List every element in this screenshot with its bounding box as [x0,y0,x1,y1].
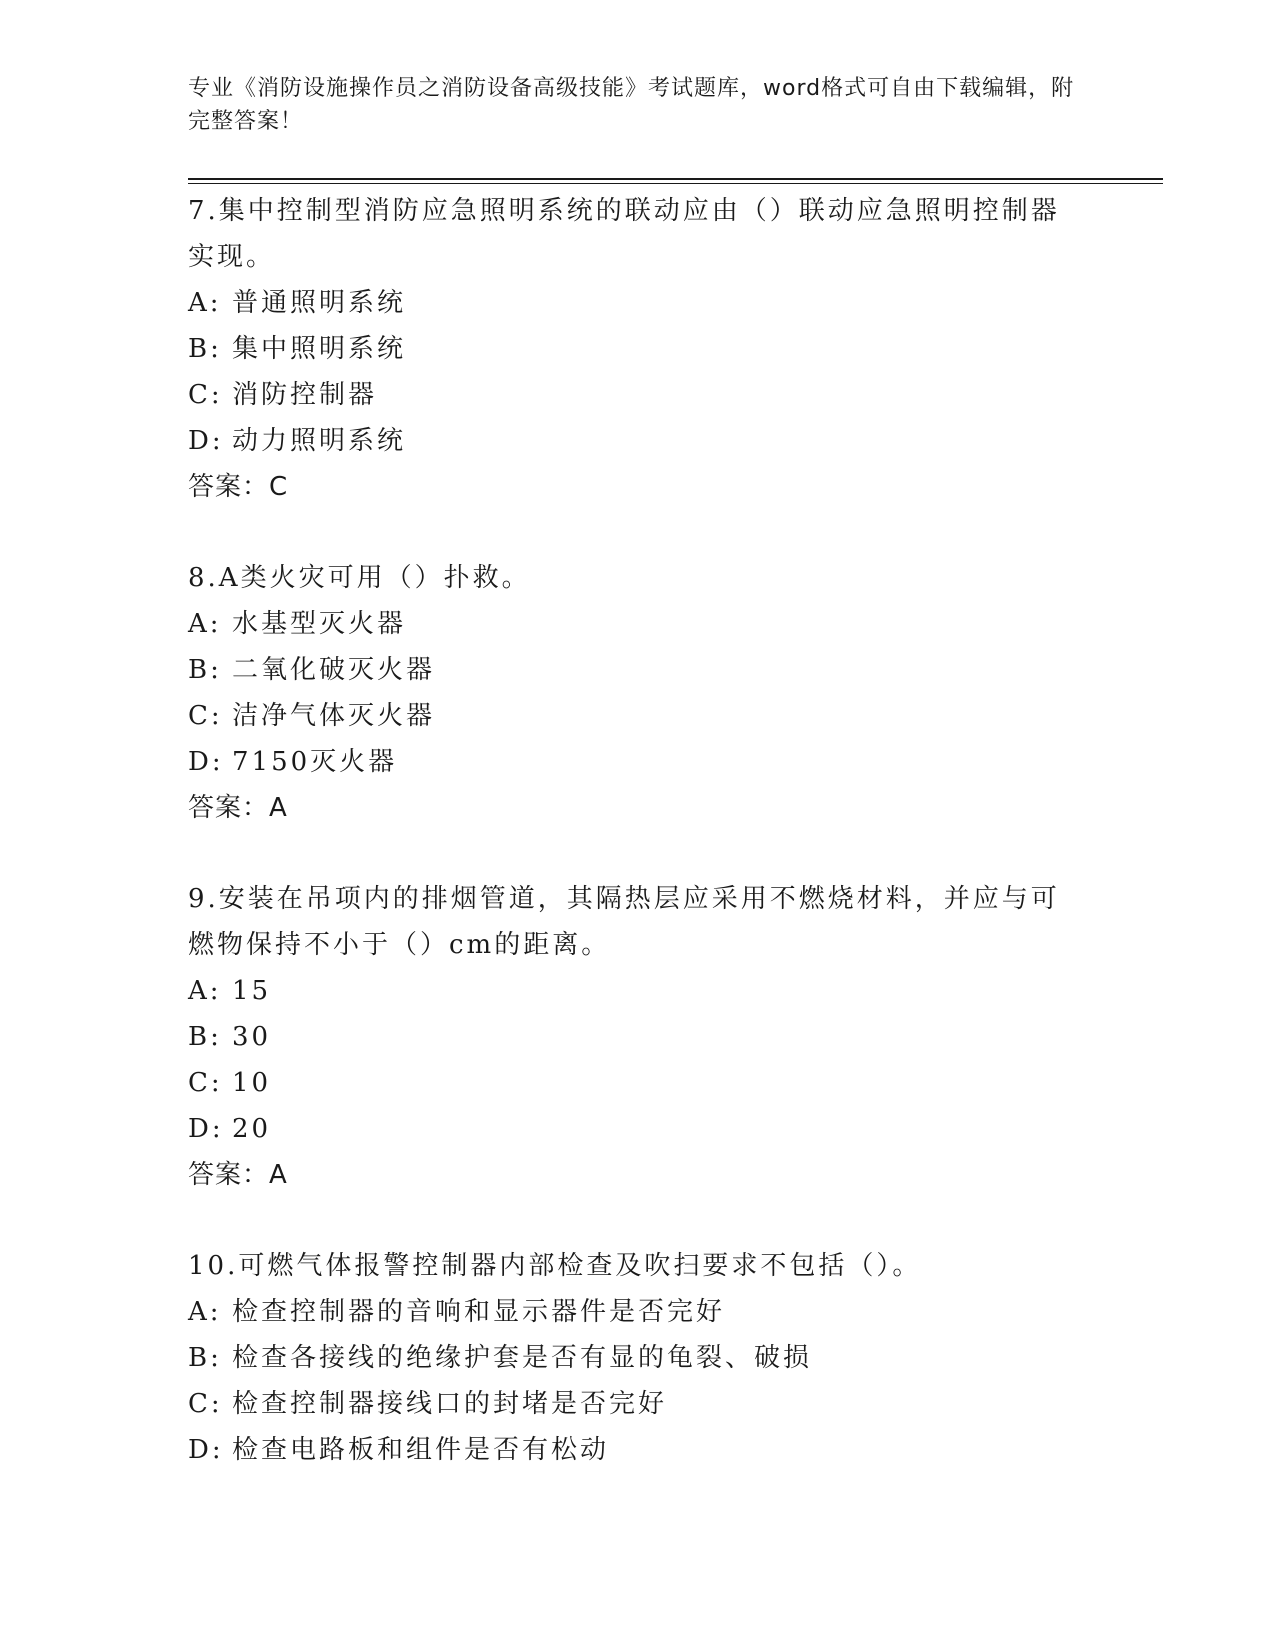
question-7 [188,188,1088,510]
option-d [188,1106,1088,1152]
option-b [188,326,1088,372]
option-text: 10 [232,1068,272,1098]
option-c [188,1060,1088,1106]
option-a [188,968,1088,1014]
answer-line: 答案：C [188,472,289,502]
option-a [188,1289,1088,1335]
header-rule-thick [188,178,1163,180]
option-text: 普通照明系统 [232,288,407,318]
option-b [188,1335,1088,1381]
option-text: 检查各接线的绝缘护套是否有显的龟裂、破损 [232,1343,813,1373]
option-letter: D: [188,747,224,777]
option-d [188,418,1088,464]
option-letter: A: [188,976,222,1006]
question-list [188,188,1088,1518]
option-c [188,372,1088,418]
option-text: 洁净气体灭火器 [232,701,436,731]
option-text: 二氧化破灭火器 [232,655,436,685]
option-text: 集中照明系统 [232,334,407,364]
question-stem: 9.安装在吊项内的排烟管道，其隔热层应采用不燃烧材料，并应与可燃物保持不小于（）cm的距离。 [188,884,1060,960]
question-stem: 10.可燃气体报警控制器内部检查及吹扫要求不包括（）。 [188,1251,922,1281]
option-letter: D: [188,426,224,456]
option-b [188,647,1088,693]
option-c [188,1381,1088,1427]
option-letter: C: [188,701,223,731]
option-letter: C: [188,1389,223,1419]
option-d [188,1427,1088,1473]
question-8 [188,555,1088,831]
option-letter: C: [188,380,223,410]
option-a [188,601,1088,647]
option-letter: C: [188,1068,223,1098]
answer-line: 答案：A [188,1160,288,1190]
option-letter: D: [188,1114,224,1144]
option-letter: B: [188,1343,222,1373]
option-letter: A: [188,288,222,318]
option-letter: A: [188,1297,222,1327]
option-text: 水基型灭火器 [232,609,407,639]
option-text: 消防控制器 [232,380,378,410]
option-letter: D: [188,1435,224,1465]
option-a [188,280,1088,326]
option-text: 30 [232,1022,272,1052]
header-rule-thin [188,183,1163,184]
question-10 [188,1243,1088,1473]
option-letter: A: [188,609,222,639]
option-b [188,1014,1088,1060]
option-text: 20 [232,1114,272,1144]
option-text: 检查控制器的音响和显示器件是否完好 [232,1297,726,1327]
option-text: 7150灭火器 [232,747,398,777]
option-text: 15 [232,976,272,1006]
option-c [188,693,1088,739]
option-letter: B: [188,1022,222,1052]
option-letter: B: [188,655,222,685]
question-9 [188,876,1088,1198]
option-letter: B: [188,334,222,364]
option-text: 检查控制器接线口的封堵是否完好 [232,1389,668,1419]
question-stem: 8.A类火灾可用（）扑救。 [188,563,531,593]
option-text: 动力照明系统 [232,426,407,456]
option-d [188,739,1088,785]
document-header: 专业《消防设施操作员之消防设备高级技能》考试题库，word格式可自由下载编辑，附完整答案！ [188,76,1075,134]
option-text: 检查电路板和组件是否有松动 [232,1435,610,1465]
question-stem: 7.集中控制型消防应急照明系统的联动应由（）联动应急照明控制器实现。 [188,196,1060,272]
answer-line: 答案：A [188,793,288,823]
